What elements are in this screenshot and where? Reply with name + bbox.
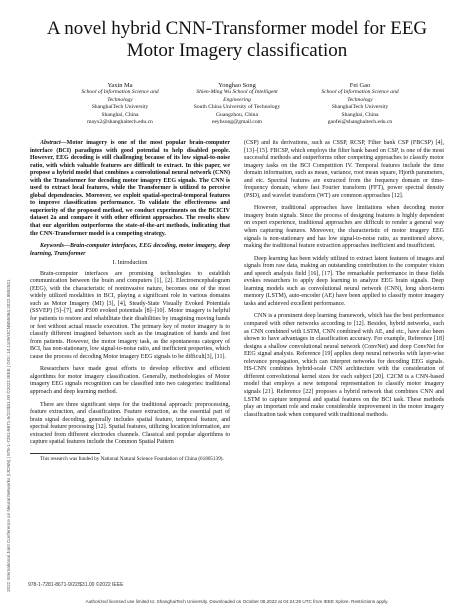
- author-block-3: [290, 82, 430, 126]
- abstract-label: Abstract—: [40, 140, 67, 146]
- body-paragraph: Deep learning has been widely utilized to extract latent features of images and signals from raw data, making an outstanding contribution to the computer vision and speech analysis field [16], [17]. The remarkable performance in these fields evokes researchers to apply deep learning to analyze EEG brain signals. Deep learning models such as convolutional neural network (CNN), long short-term memory (LSTM), auto-encoder (AE) have been applied to classify motor imagery tasks and achieved excellent performance.: [244, 255, 444, 307]
- author-affiliation: School of Information Science and: [321, 89, 399, 96]
- author-name: Fei Gao: [349, 82, 371, 89]
- author-email: eeyhsong@gmail.com: [211, 119, 263, 126]
- author-name: Yonghao Song: [218, 82, 256, 89]
- author-affiliation: Engineering: [223, 96, 251, 103]
- author-affiliation: School of Information Science and: [81, 89, 159, 96]
- author-institution: ShanghaiTech University: [331, 104, 389, 111]
- author-affiliation: Technology: [347, 96, 373, 103]
- license-notice: Authorized licensed use limited to: ShanghaiTech University. Downloaded on October 08,2022 at 04:24:26 UTC from IEEE Xplore. Restrictions apply.: [85, 599, 389, 604]
- doi-sidebar: [6, 32, 16, 592]
- author-institution: South China University of Technology: [193, 104, 281, 111]
- author-block-2: [167, 82, 307, 126]
- body-paragraph: CNN is a prominent deep learning framework, which has the best performance compared with other networks according to [12]. Besides, hybrid networks, such as CNN combined with LSTM, CNN combined with AE, and etc., have also been shown to have advantages in classification accuracy. For example, Reference [18] designs a shallow convolutional neural network (ConvNet) and deep ConvNet for EEG signal analysis. Reference [19] applies deep neural networks with layer-wise relevance propagation, which can interpret networks for decoding EEG signals. HS-CNN combines hybrid-scale CNN architecture with the consideration of different convolutional kernel sizes for each subject [20]. C2CM is a CNN-based model that employs a new temporal representation to classify motor imagery signals [21]. Reference [22] proposes a hybrid network that combines CNN and LSTM to capture temporal and spatial features on the BCI task. These methods play an important role and make considerable improvement in the motor imagery classification task when compared with traditional methods.: [244, 313, 444, 418]
- body-paragraph: There are three significant steps for the traditional approach: preprocessing, feature extraction, and classification. Feature extraction, as the essential part of brain signal decoding, generally includes spatial feature, temporal feature, and spectral feature processing [12]. Spatial features, utilizing location information, are extracted from different electrodes channels. Classical and popular algorithms to capture spatial features include the Common Spatial Pattern: [30, 401, 230, 446]
- copyright-footer: 978-1-7281-8671-9/22/$31.00 ©2022 IEEE: [28, 582, 124, 588]
- author-email: mayx2@shanghaitech.edu.cn: [87, 119, 153, 126]
- author-location: Shanghai, China: [341, 111, 379, 118]
- footnote: This research was funded by National Natural Science Foundation of China (61805139).: [40, 455, 224, 462]
- paper-title-line-2: Motor Imagery classification: [126, 40, 348, 61]
- right-column: [244, 140, 444, 419]
- author-affiliation: Technology: [107, 96, 133, 103]
- author-affiliation: Shien-Ming Wu School of Intelligent: [196, 89, 278, 96]
- author-email: gaofei@shanghaitech.edu.cn: [327, 119, 393, 126]
- keywords-text: Brain-computer interfaces, EEG decoding, motor imagery, deep learning, Transformer: [30, 243, 230, 257]
- abstract: [30, 140, 230, 238]
- body-paragraph: Researchers have made great efforts to develop effective and efficient algorithms for motor imagery classification. Generally, methodologies of Motor imagery EEG signals recognition can be classified into two categories: traditional approach and deep learning method.: [30, 366, 230, 395]
- footnote-rule: [30, 453, 100, 454]
- keywords: [30, 243, 230, 258]
- doi-sidebar-text: 2022 International Joint Conference on Neural Networks (IJCNN) | 978-1-7281-8671-9/22/$31.00 ©2022 IEEE | DOI: 10.1109/IJCNN55064.2022.9892821: [6, 279, 11, 592]
- section-heading: I. Introduction: [112, 260, 148, 267]
- body-paragraph: However, traditional approaches have limitations when decoding motor imagery brain signals. Since the process of designing features is highly dependent on expert experience, traditional approaches are difficult to render a general way when capturing features. Moreover, the characteristic of motor imagery EEG signals is non-stationary and has low signal-to-noise ratio, as mentioned above, making the traditional feature extraction approaches inefficient and insufficient.: [244, 205, 444, 250]
- abstract-text: Motor imagery is one of the most popular brain-computer interface (BCI) paradigms with good potential to help disabled people. However, EEG decoding is still challenging because of its low signal-to-noise ratio, with which valuable features are difficult to extract. In this paper, we propose a hybrid model that combines a convolutional neural network (CNN) with the Transformer for decoding motor imagery EEG signals. The CNN is used to extract local features, while the Transformer is utilized to perceive global dependencies. Moreover, we exploit spatial-spectral-temporal features to improve classification performance. To validate the effectiveness and superiority of the proposed method, we conduct experiments on the BCICIV dataset 2a and compare it with other efficient approaches. The results show that our algorithm outperforms the state-of-the-art methods, indicating that the CNN-Transformer model is a competing strategy.: [30, 140, 230, 237]
- author-location: Guangzhou, China: [216, 111, 258, 118]
- author-name: Yaxin Ma: [107, 82, 133, 89]
- left-column: [30, 140, 230, 462]
- body-paragraph: (CSP) and its derivations, such as CSSP, RCSP, Filter bank CSP (FBCSP) [4], [13]–[15]. FBCSP, which employs the filter bank based on CSP, is one of the most successful methods and outperforms other competing approaches to classify motor imagery tasks on the BCI Competition IV. Temporal features include the time domain information, such as mean, variance, root mean square, Hjorth parameters, and etc. Spectral features are extracted from the frequency domain or time-frequency domain, where fast Fourier transform (FFT), power spectral density (PSD), and wavelet transform (WT) are common approaches [12].: [244, 140, 444, 199]
- author-institution: ShanghaiTech University: [91, 104, 149, 111]
- author-location: Shanghai, China: [101, 111, 139, 118]
- keywords-label: Keywords—: [40, 243, 70, 250]
- body-paragraph: Brain-computer interfaces are promising technologies to establish communication between the brain and computers [1], [2]. Electroencephalogram (EEG), with the characteristic of noninvasive nature, becomes one of the most widely utilized modalities in BCI, playing a significant role in various domains such as Motor Imagery (MI) [3], [4], Steady-State Visually Evoked Potentials (SSVEP) [5]–[7], and P300 evoked potentials [8]–[10]. Motor imagery is helpful for patients to restore and rehabilitate their disabilities by imagining moving hands or feet without actual muscle execution. The primary key of motor imagery is to classify different imagined behaviors such as the imagination of hands and feet from patients. However, the motor imagery task, as the spontaneous category of BCI, has non-stationary, low signal-to-noise ratio, and inefficient properties, which cause the process of decoding Motor imagery EEG signals to be difficult[3], [11].: [30, 270, 230, 360]
- paper-title-line-1: A novel hybrid CNN-Transformer model for EEG: [46, 18, 428, 39]
